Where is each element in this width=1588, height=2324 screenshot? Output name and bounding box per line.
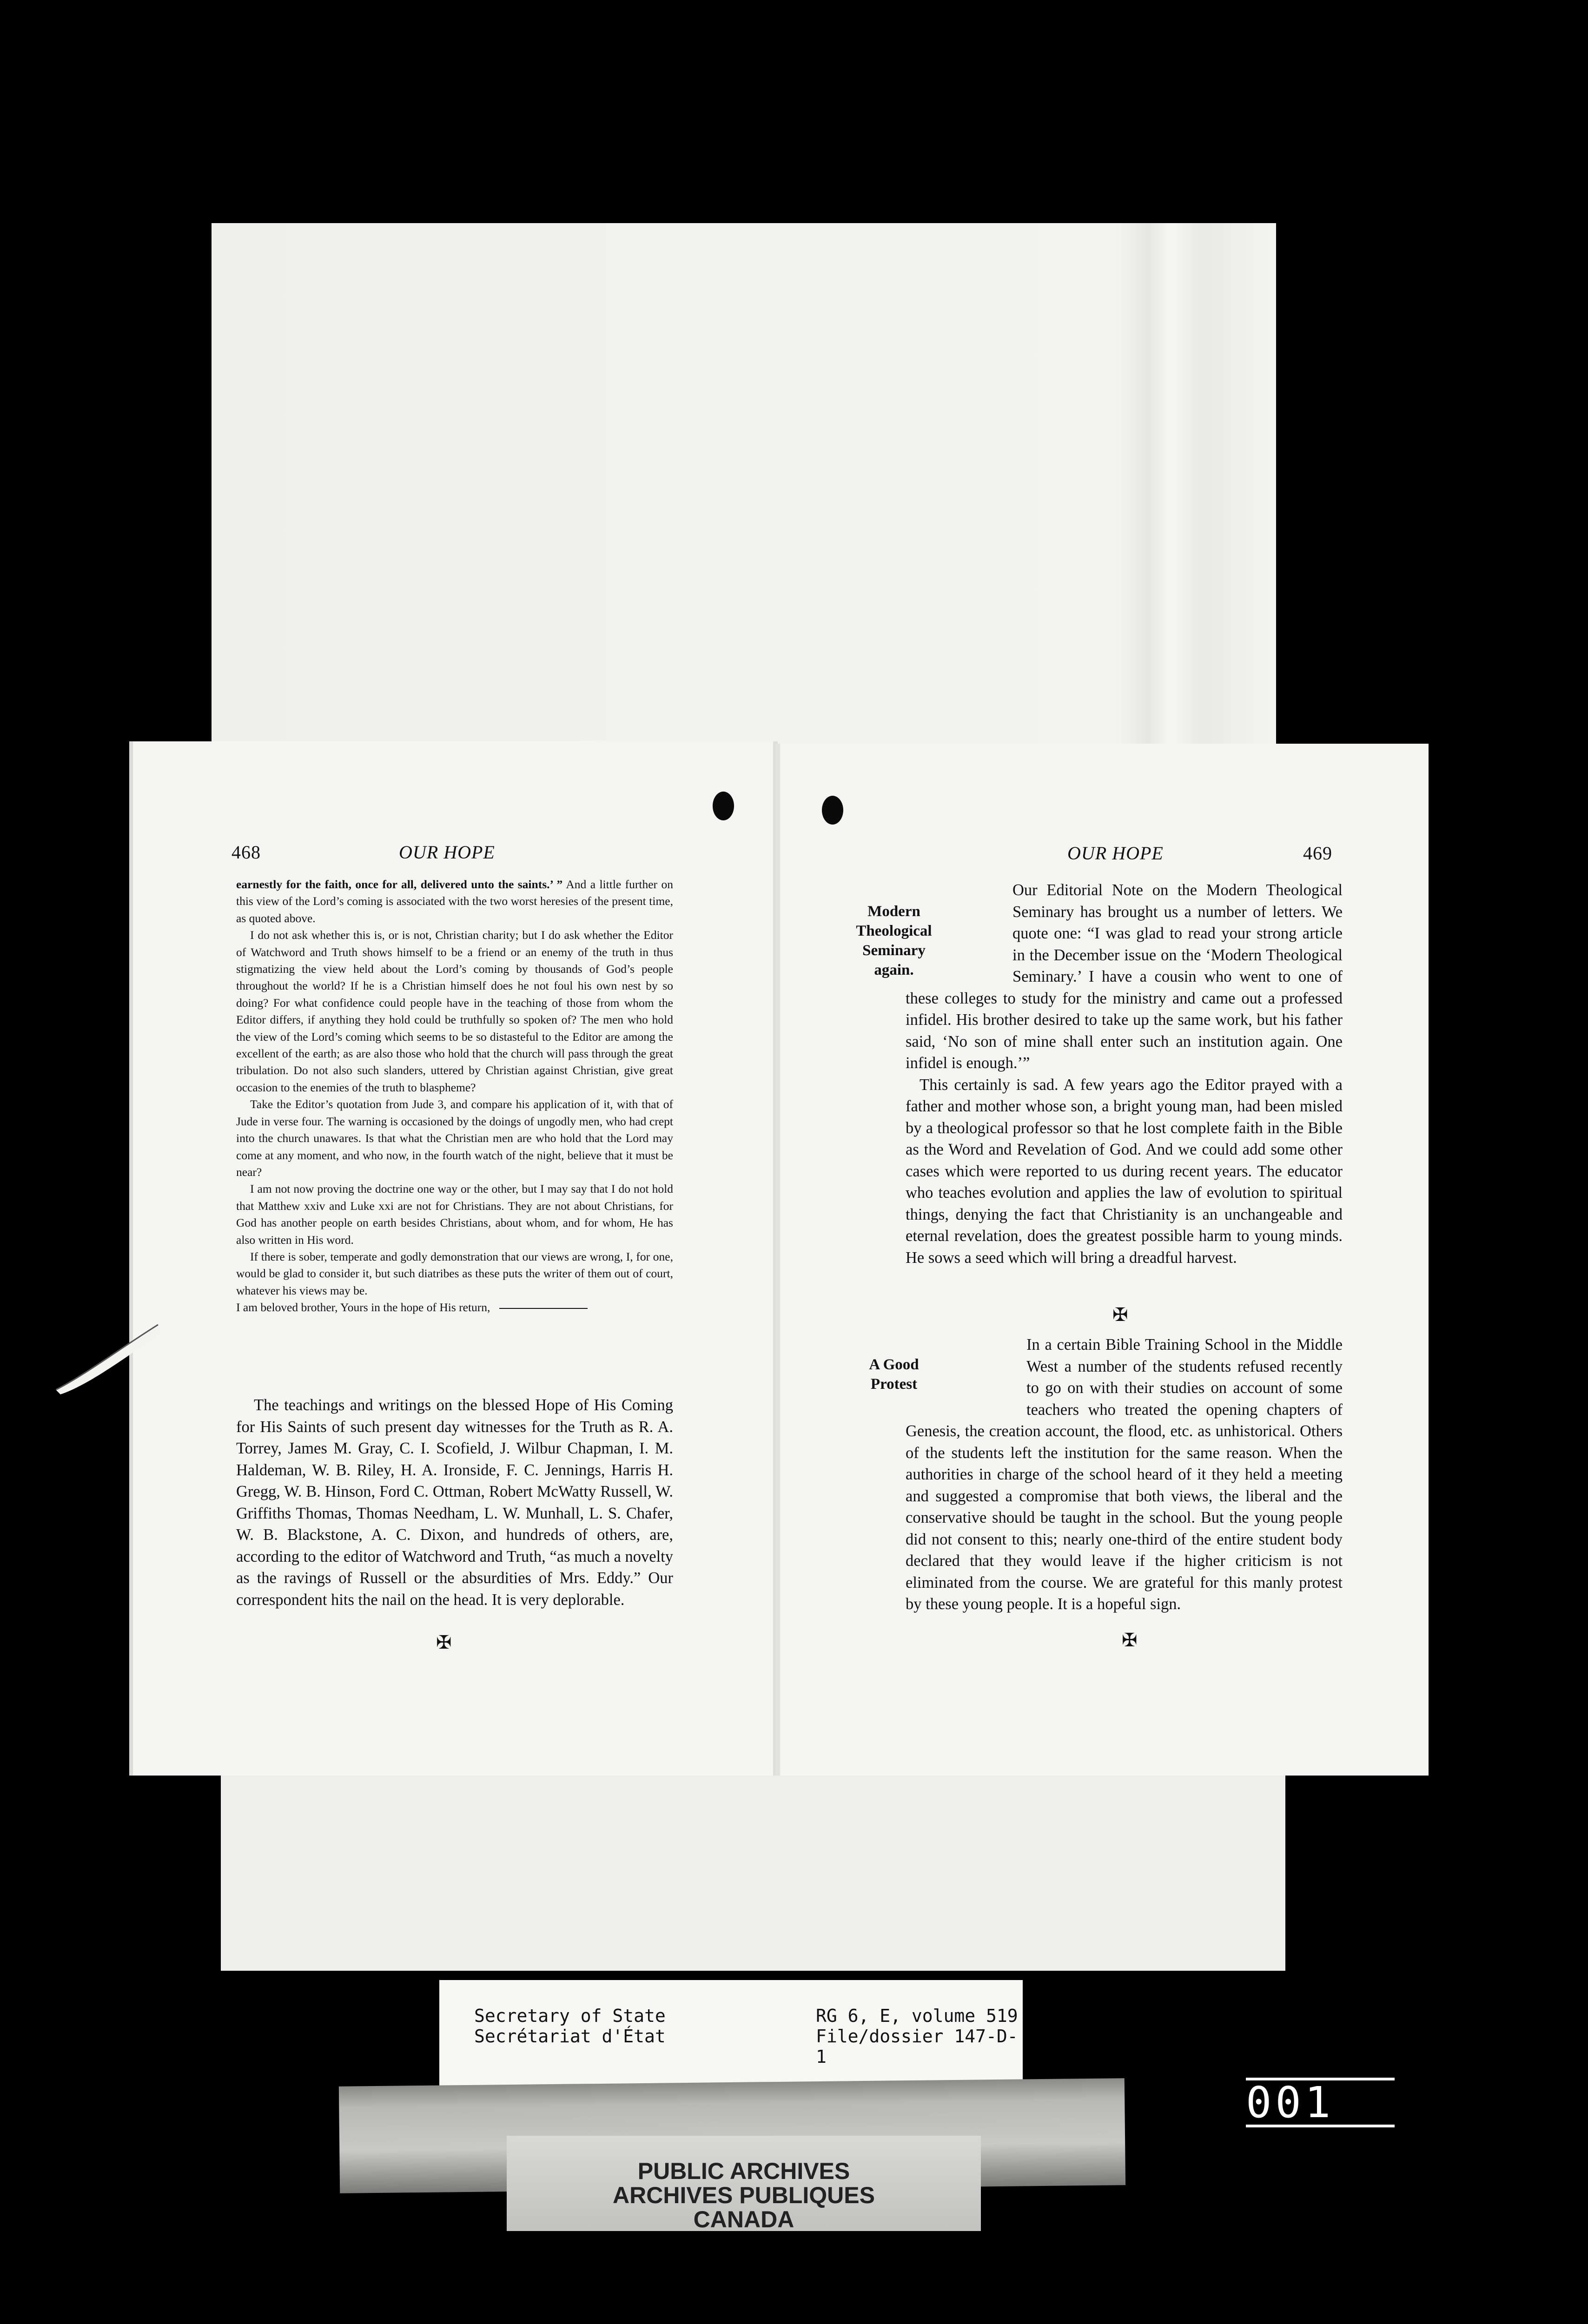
volume-reference: RG 6, E, volume 519 xyxy=(816,2006,1018,2026)
cross-ornament: ✠ xyxy=(1122,1630,1138,1651)
page-number: 468 xyxy=(232,842,261,863)
running-title: OUR HOPE xyxy=(399,842,495,863)
section-good-protest xyxy=(906,1334,1343,1615)
frame-counter: 001 xyxy=(1246,2078,1395,2127)
running-title: OUR HOPE xyxy=(1067,843,1164,864)
signature-rule xyxy=(499,1308,588,1309)
section-modern-seminary xyxy=(906,879,1343,1268)
department-english: Secretary of State xyxy=(474,2006,666,2026)
department-french: Secrétariat d'État xyxy=(474,2026,666,2047)
punch-hole xyxy=(822,796,843,825)
page-curl-shadow xyxy=(56,1320,163,1394)
letter-text xyxy=(236,876,673,1316)
page-number: 469 xyxy=(1303,843,1332,864)
paragraph: I am not now proving the doctrine one way or the other, but I may say that I do not hold that Matthew xxiv and Luke xxi are not for Christians. They are not about Christians, for God has another people on earth besides Christians, about whom, and for whom, He has also written in His word. xyxy=(236,1182,673,1247)
paragraph: If there is sober, temperate and godly demonstration that our views are wrong, I, for one, would be glad to consider it, but such diatribes as these puts the writer of them out of court, whatever his views may be. xyxy=(236,1249,673,1297)
paragraph: Take the Editor’s quotation from Jude 3, and compare his application of it, with that of Jude in verse four. The warning is occasioned by the doings of ungodly men, who had crept into the church unawares. Is that what the Christian men are who hold that the Lord may come at any moment, and who now, in the fourth watch of the night, believe that it must be near? xyxy=(236,1097,673,1179)
cross-ornament: ✠ xyxy=(436,1632,452,1653)
paragraph: In a certain Bible Training School in the Middle West a number of the students refused recently to go on with their studies on account of some teachers who treated the opening chapters of Genesis, the creation account, the flood, etc. as unhistorical. Others of the students left the institution for the same reason. When the authorities in charge of the school heard of it they held a meeting and suggested a compromise that both views, the liberal and the conservative should be taught in the school. But the young people did not consent to this; nearly one-third of the entire student body declared that they would leave if the higher criticism is not eliminated from the course. We are grateful for this manly protest by these young people. It is a hopeful sign. xyxy=(906,1336,1343,1613)
backing-sheet-top xyxy=(212,223,1276,753)
punch-hole xyxy=(713,792,734,820)
sidebar-heading-modern-seminary: Modern Theological Seminary again. xyxy=(856,903,932,978)
paragraph: earnestly for the faith, once for all, delivered unto the saints.’ ” And a little further on this view of the Lord’s coming is associated with the two worst heresies of the present time, as quoted above. xyxy=(236,878,673,925)
paragraph: I do not ask whether this is, or is not, Christian charity; but I do ask whether the Editor of Watchword and Truth shows himself to be a friend or an enemy of the truth in thus stigmatizing the view held about the Lord’s coming by thousands of God’s people throughout the world? If he is a Christian himself does he not foul his own nest by so doing? For what confidence could people have in the teaching of those from whom the Editor differs, if anything they hold could be truthfully so spoken of? The men who hold the view of the Lord’s coming which seems to be so distasteful to the Editor are among the excellent of the earth; as are also those who hold that the church will pass through the great tribulation. Do not also such slanders, uttered by Christian against Christian, give great occasion to the enemies of the truth to blaspheme? xyxy=(236,928,673,1094)
cross-ornament: ✠ xyxy=(1112,1304,1128,1325)
right-page xyxy=(775,744,1429,1776)
archives-stamp: PUBLIC ARCHIVES ARCHIVES PUBLIQUES CANADA xyxy=(507,2136,981,2231)
backing-sheet-bottom xyxy=(221,1766,1285,1971)
sidebar-heading-good-protest: A Good Protest xyxy=(869,1356,919,1393)
paragraph: Our Editorial Note on the Modern Theological Seminary has brought us a number of letters. We quote one: “I was glad to read your strong article in the December issue on the ‘Modern Theological Seminary.’ I have a cousin who went to one of these colleges to study for the ministry and came out a professed infidel. His brother desired to take up the same work, but his father said, ‘No son of mine shall enter such an institution again. One infidel is enough.’” xyxy=(906,881,1343,1072)
left-page xyxy=(129,741,778,1776)
paragraph: This certainly is sad. A few years ago the Editor prayed with a father and mother whose son, a bright young man, had been misled by a theological professor so that he lost complete faith in the Bible as the Word and Revelation of God. And we could add some other cases which were reported to us during recent years. The educator who teaches evolution and applies the law of evolution to spiritual things, denying the fact that Christianity is an unchangeable and eternal revelation, does the greatest possible harm to young minds. He sows a seed which will bring a dreadful harvest. xyxy=(906,1076,1343,1267)
signoff: I am beloved brother, Yours in the hope of His return, xyxy=(236,1299,673,1316)
editor-commentary: The teachings and writings on the blessed Hope of His Coming for His Saints of such present day witnesses for the Truth as R. A. Torrey, James M. Gray, C. I. Scofield, J. Wilbur Chapman, I. M. Haldeman, W. B. Riley, H. A. Ironside, F. C. Jennings, Harris H. Gregg, W. B. Hinson, Ford C. Ottman, Robert McWatty Russell, W. Griffiths Thomas, Thomas Needham, L. W. Munhall, L. S. Chafer, W. B. Blackstone, A. C. Dixon, and hundreds of others, are, according to the editor of Watchword and Truth, “as much a novelty as the ravings of Russell or the absurdities of Mrs. Eddy.” Our correspondent hits the nail on the head. It is very deplorable. xyxy=(236,1396,673,1609)
file-reference: File/dossier 147-D-1 xyxy=(816,2026,1018,2067)
